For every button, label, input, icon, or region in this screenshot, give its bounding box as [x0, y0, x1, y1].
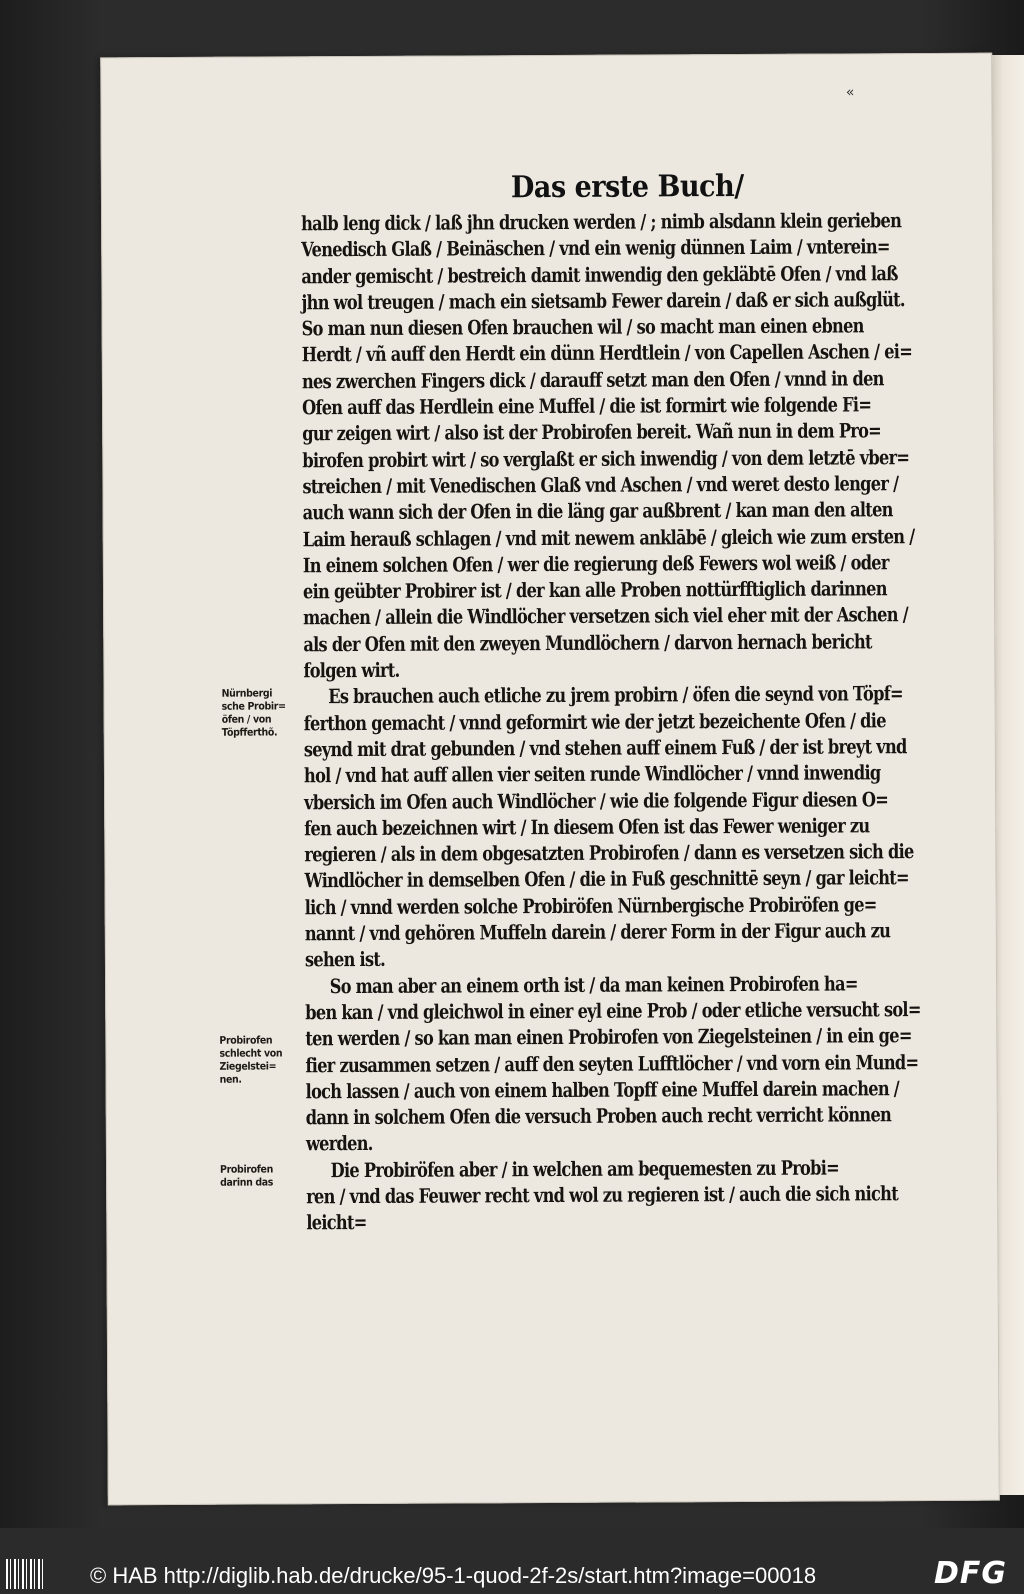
- text-line: ein geübter Probirer ist / der kan alle Proben nottürfftiglich darinnen: [302, 576, 887, 604]
- text-line: gur zeigen wirt / also ist der Probirofen bereit. Wañ nun in dem Pro=: [302, 418, 882, 446]
- text-line: als der Ofen mit den zweyen Mundlöchern / darvon hernach bericht: [303, 629, 872, 657]
- text-line: In einem solchen Ofen / wer die regierung deß Fewers wol weiß / oder: [302, 550, 889, 578]
- text-line: machen / allein die Windlöcher versetzen sich viel eher mit der Aschen /: [303, 602, 908, 630]
- text-line: Herdt / vñ auff den Herdt ein dünn Herdtlein / von Capellen Aschen / ei=: [301, 339, 913, 367]
- dfg-logo: DFG: [934, 1556, 1008, 1591]
- text-line: ferthon gemacht / vnnd geformirt wie der jetzt bezeichente Ofen / die: [303, 707, 886, 735]
- text-line: werden.: [305, 1131, 373, 1156]
- text-line: Venedisch Glaß / Beinäschen / vnd ein wenig dünnen Laim / vnterein=: [301, 234, 890, 262]
- margin-note-ziegelsteinen: Probirofen schlecht von Ziegelstei= nen.: [219, 1034, 283, 1086]
- text-line: fier zusammen setzen / auff den seyten Lufftlöcher / vnd vorn ein Mund=: [305, 1049, 919, 1077]
- text-line: ten werden / so kan man einen Probirofen von Ziegelsteinen / in ein ge=: [305, 1023, 912, 1051]
- text-line: hol / vnd hat auff allen vier seiten runde Windlöcher / vnnd inwendig: [303, 760, 881, 788]
- margin-note-probirofen: Probirofen darinn das: [220, 1163, 274, 1189]
- text-line: lich / vnnd werden solche Probiröfen Nürnbergische Probiröfen ge=: [304, 892, 877, 920]
- text-line: leicht=: [306, 1210, 367, 1235]
- text-line: seynd mit drat gebunden / vnd stehen auff einem Fuß / der ist breyt vnd: [303, 734, 907, 762]
- text-line: vbersich im Ofen auch Windlöcher / wie die folgende Figur diesen O=: [304, 786, 889, 814]
- text-line: streichen / mit Venedischen Glaß vnd Aschen / vnd weret desto lenger /: [302, 471, 899, 499]
- text-line: Laim herauß schlagen / vnd mit newem anklābē / gleich wie zum ersten /: [302, 523, 915, 551]
- text-line: Es brauchen auch etliche zu jrem probirn / öfen die seynd von Töpf=: [328, 681, 903, 709]
- text-line: ren / vnd das Feuwer recht vnd wol zu regieren ist / auch die sich nicht: [306, 1181, 898, 1209]
- text-line: fen auch bezeichnen wirt / In diesem Ofen ist das Fewer weniger zu: [304, 813, 870, 841]
- text-line: ben kan / vnd gleichwol in einer eyl eine Prob / oder etliche versucht sol=: [305, 996, 921, 1025]
- library-barcode-icon: [6, 1559, 46, 1589]
- text-line: So man aber an einem orth ist / da man keinen Probirofen ha=: [329, 971, 858, 998]
- text-line: Ofen auff das Herdlein eine Muffel / die ist formirt wie folgende Fi=: [301, 392, 872, 420]
- text-line: halb leng dick / laß jhn drucken werden / ; nimb alsdann klein gerieben: [301, 208, 902, 236]
- text-line: ander gemischt / bestreich damit inwendig den gekläbtē Ofen / vnd laß: [301, 260, 898, 288]
- text-line: dann in solchem Ofen die versuch Proben auch recht verricht können: [305, 1102, 892, 1130]
- book-page: [100, 53, 1000, 1506]
- text-line: birofen probirt wirt / so verglaßt er sich inwendig / von dem letztē vber=: [302, 444, 910, 472]
- text-line: nannt / vnd gehören Muffeln darein / derer Form in der Figur auch zu: [304, 918, 891, 946]
- text-line: Die Probiröfen aber / in welchen am bequemesten zu Probi=: [330, 1155, 840, 1182]
- corner-mark: «: [845, 84, 855, 101]
- text-line: Windlöcher in demselben Ofen / die in Fuß geschnittē seyn / gar leicht=: [304, 865, 909, 893]
- running-head: Das erste Buch/: [510, 168, 744, 206]
- text-line: auch wann sich der Ofen in die läng gar außbrent / kan man den alten: [302, 497, 893, 525]
- body-text: [301, 207, 921, 1236]
- text-line: nes zwerchen Fingers dick / darauff setzt man den Ofen / vnnd in den: [301, 366, 884, 394]
- text-line: So man nun diesen Ofen brauchen wil / so macht man einen ebnen: [301, 313, 864, 341]
- text-line: folgen wirt.: [303, 657, 400, 683]
- margin-note-nuernberg: Nürnbergi sche Probir= öfen / von Töpfferthõ.: [221, 687, 286, 739]
- text-line: sehen ist.: [304, 947, 386, 972]
- text-line: jhn wol treugen / mach ein sietsamb Fewer darein / daß er sich außglüt.: [301, 287, 905, 315]
- text-line: regieren / als in dem obgesatzten Probirofen / dann es versetzen sich die: [304, 839, 914, 867]
- footer-source-link[interactable]: © HAB http://diglib.hab.de/drucke/95-1-quod-2f-2s/start.htm?image=00018: [90, 1563, 817, 1588]
- text-line: loch lassen / auch von einem halben Topff eine Muffel darein machen /: [305, 1075, 900, 1104]
